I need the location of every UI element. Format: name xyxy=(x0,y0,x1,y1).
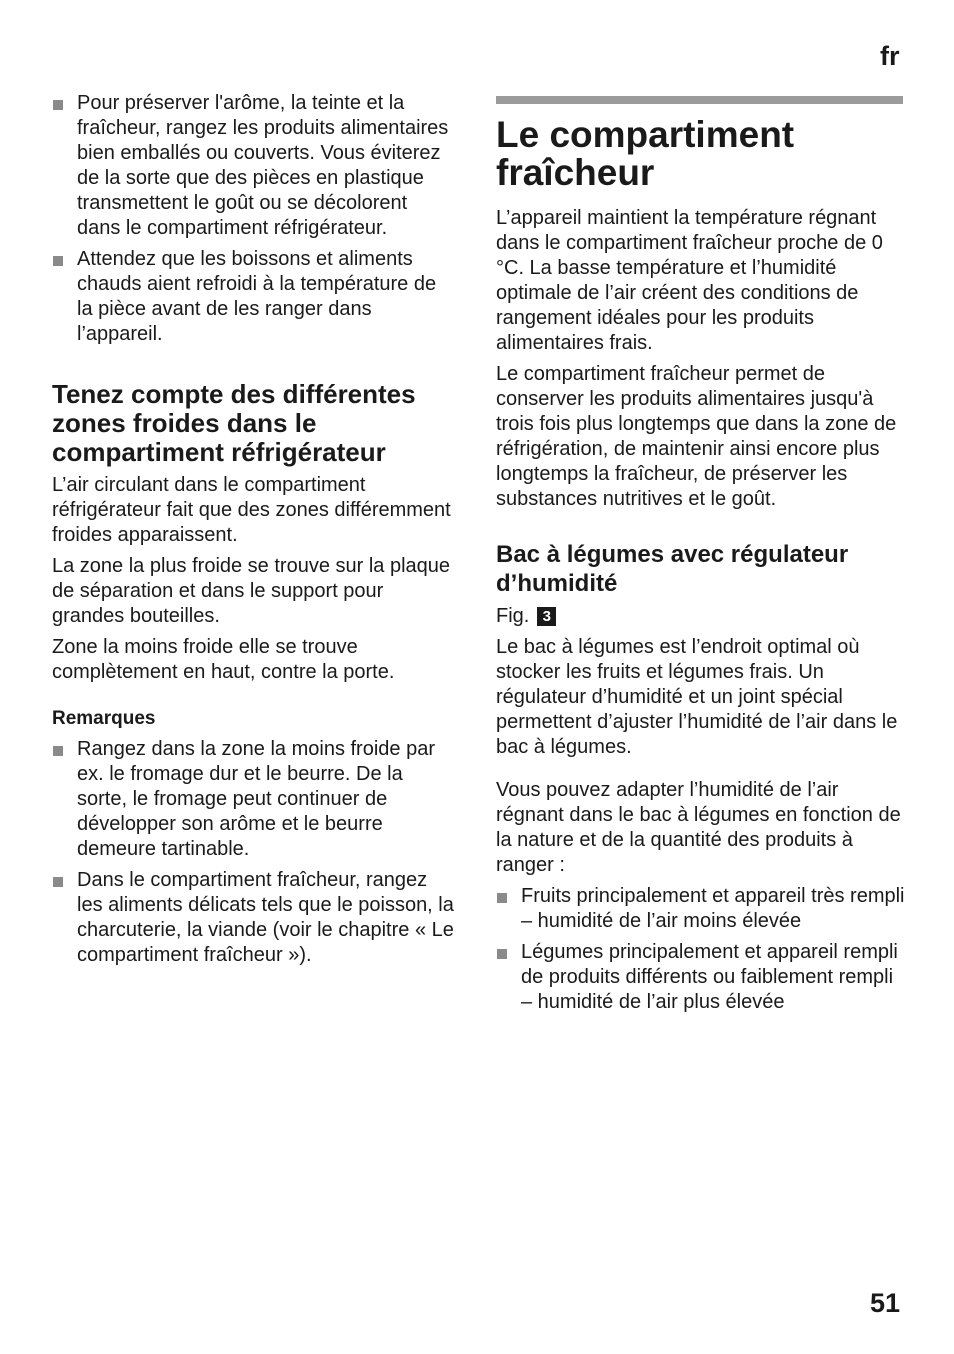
square-bullet-icon xyxy=(497,949,507,959)
square-bullet-icon xyxy=(497,893,507,903)
subsection-heading-vegetable-drawer: Bac à légumes avec régulateur d’humidité xyxy=(496,541,849,597)
paragraph: L’appareil maintient la température régnant dans le compartiment fraîcheur proche de 0 °C. La basse température et l’humidité optimale de l’air créent des conditions de rangement idéales pour les produits alimentaires frais. xyxy=(496,207,883,354)
list-item xyxy=(52,91,454,241)
chapter-rule xyxy=(496,96,903,104)
section-heading-cold-zones: Tenez compte des différentes zones froides dans le compartiment réfrigérateur xyxy=(52,379,416,467)
remarks-heading: Remarques xyxy=(52,708,156,729)
square-bullet-icon xyxy=(53,100,63,110)
chapter-title: Le compartiment fraîcheur xyxy=(496,114,795,193)
figure-number-badge: 3 xyxy=(537,607,556,626)
language-tag: fr xyxy=(880,41,900,71)
list-item xyxy=(496,884,906,934)
list-item xyxy=(52,868,454,968)
bullet-list-remarks xyxy=(52,737,454,968)
list-item-text: Pour préserver l'arôme, la teinte et la fraîcheur, rangez les produits alimentaires bien emballés ou couverts. Vous éviterez de la sorte que des pièces en plastique transmettent le goût ou se décolorent dans le compartiment réfrigérateur. xyxy=(77,92,449,239)
list-item-text: Légumes principalement et appareil rempli de produits différents ou faiblement rempli – humidité de l’air plus élevée xyxy=(521,941,898,1013)
paragraph: L’air circulant dans le compartiment réfrigérateur fait que des zones différemment froides apparaissent. xyxy=(52,474,451,546)
bullet-list-storage xyxy=(52,91,454,347)
paragraph: Le bac à légumes est l’endroit optimal où stocker les fruits et légumes frais. Un régulateur d’humidité et un joint spécial permettent d’ajuster l’humidité de l’air dans le bac à légumes. xyxy=(496,636,898,758)
list-item xyxy=(52,247,454,347)
square-bullet-icon xyxy=(53,877,63,887)
left-column xyxy=(52,91,454,974)
paragraph: Le compartiment fraîcheur permet de conserver les produits alimentaires jusqu'à trois fois plus longtemps que dans la zone de réfrigération, de maintenir ainsi encore plus longtemps la fraîcheur, de préserver les substances nutritives et le goût. xyxy=(496,363,897,510)
list-item-text: Dans le compartiment fraîcheur, rangez les aliments délicats tels que le poisson, la charcuterie, la viande (voir le chapitre « Le compartiment fraîcheur »). xyxy=(77,869,454,966)
square-bullet-icon xyxy=(53,746,63,756)
paragraph: Zone la moins froide elle se trouve complètement en haut, contre la porte. xyxy=(52,636,395,683)
figure-reference xyxy=(496,604,906,629)
spacer xyxy=(496,766,906,778)
right-column xyxy=(496,96,906,1021)
figure-label: Fig. xyxy=(496,605,530,627)
paragraph: La zone la plus froide se trouve sur la plaque de séparation et dans le support pour grandes bouteilles. xyxy=(52,555,451,627)
list-item-text: Attendez que les boissons et aliments chauds aient refroidi à la température de la pièce avant de les ranger dans l’appareil. xyxy=(77,248,437,345)
page-number: 51 xyxy=(870,1288,901,1318)
bullet-list-humidity xyxy=(496,884,906,1015)
list-item xyxy=(52,737,454,862)
list-item-text: Fruits principalement et appareil très rempli – humidité de l’air moins élevée xyxy=(521,885,905,932)
paragraph: Vous pouvez adapter l’humidité de l’air régnant dans le bac à légumes en fonction de la nature et de la quantité des produits à ranger : xyxy=(496,779,901,876)
list-item xyxy=(496,940,906,1015)
square-bullet-icon xyxy=(53,256,63,266)
list-item-text: Rangez dans la zone la moins froide par ex. le fromage dur et le beurre. De la sorte, le fromage peut continuer de développer son arôme et le beurre demeure tartinable. xyxy=(77,738,435,860)
